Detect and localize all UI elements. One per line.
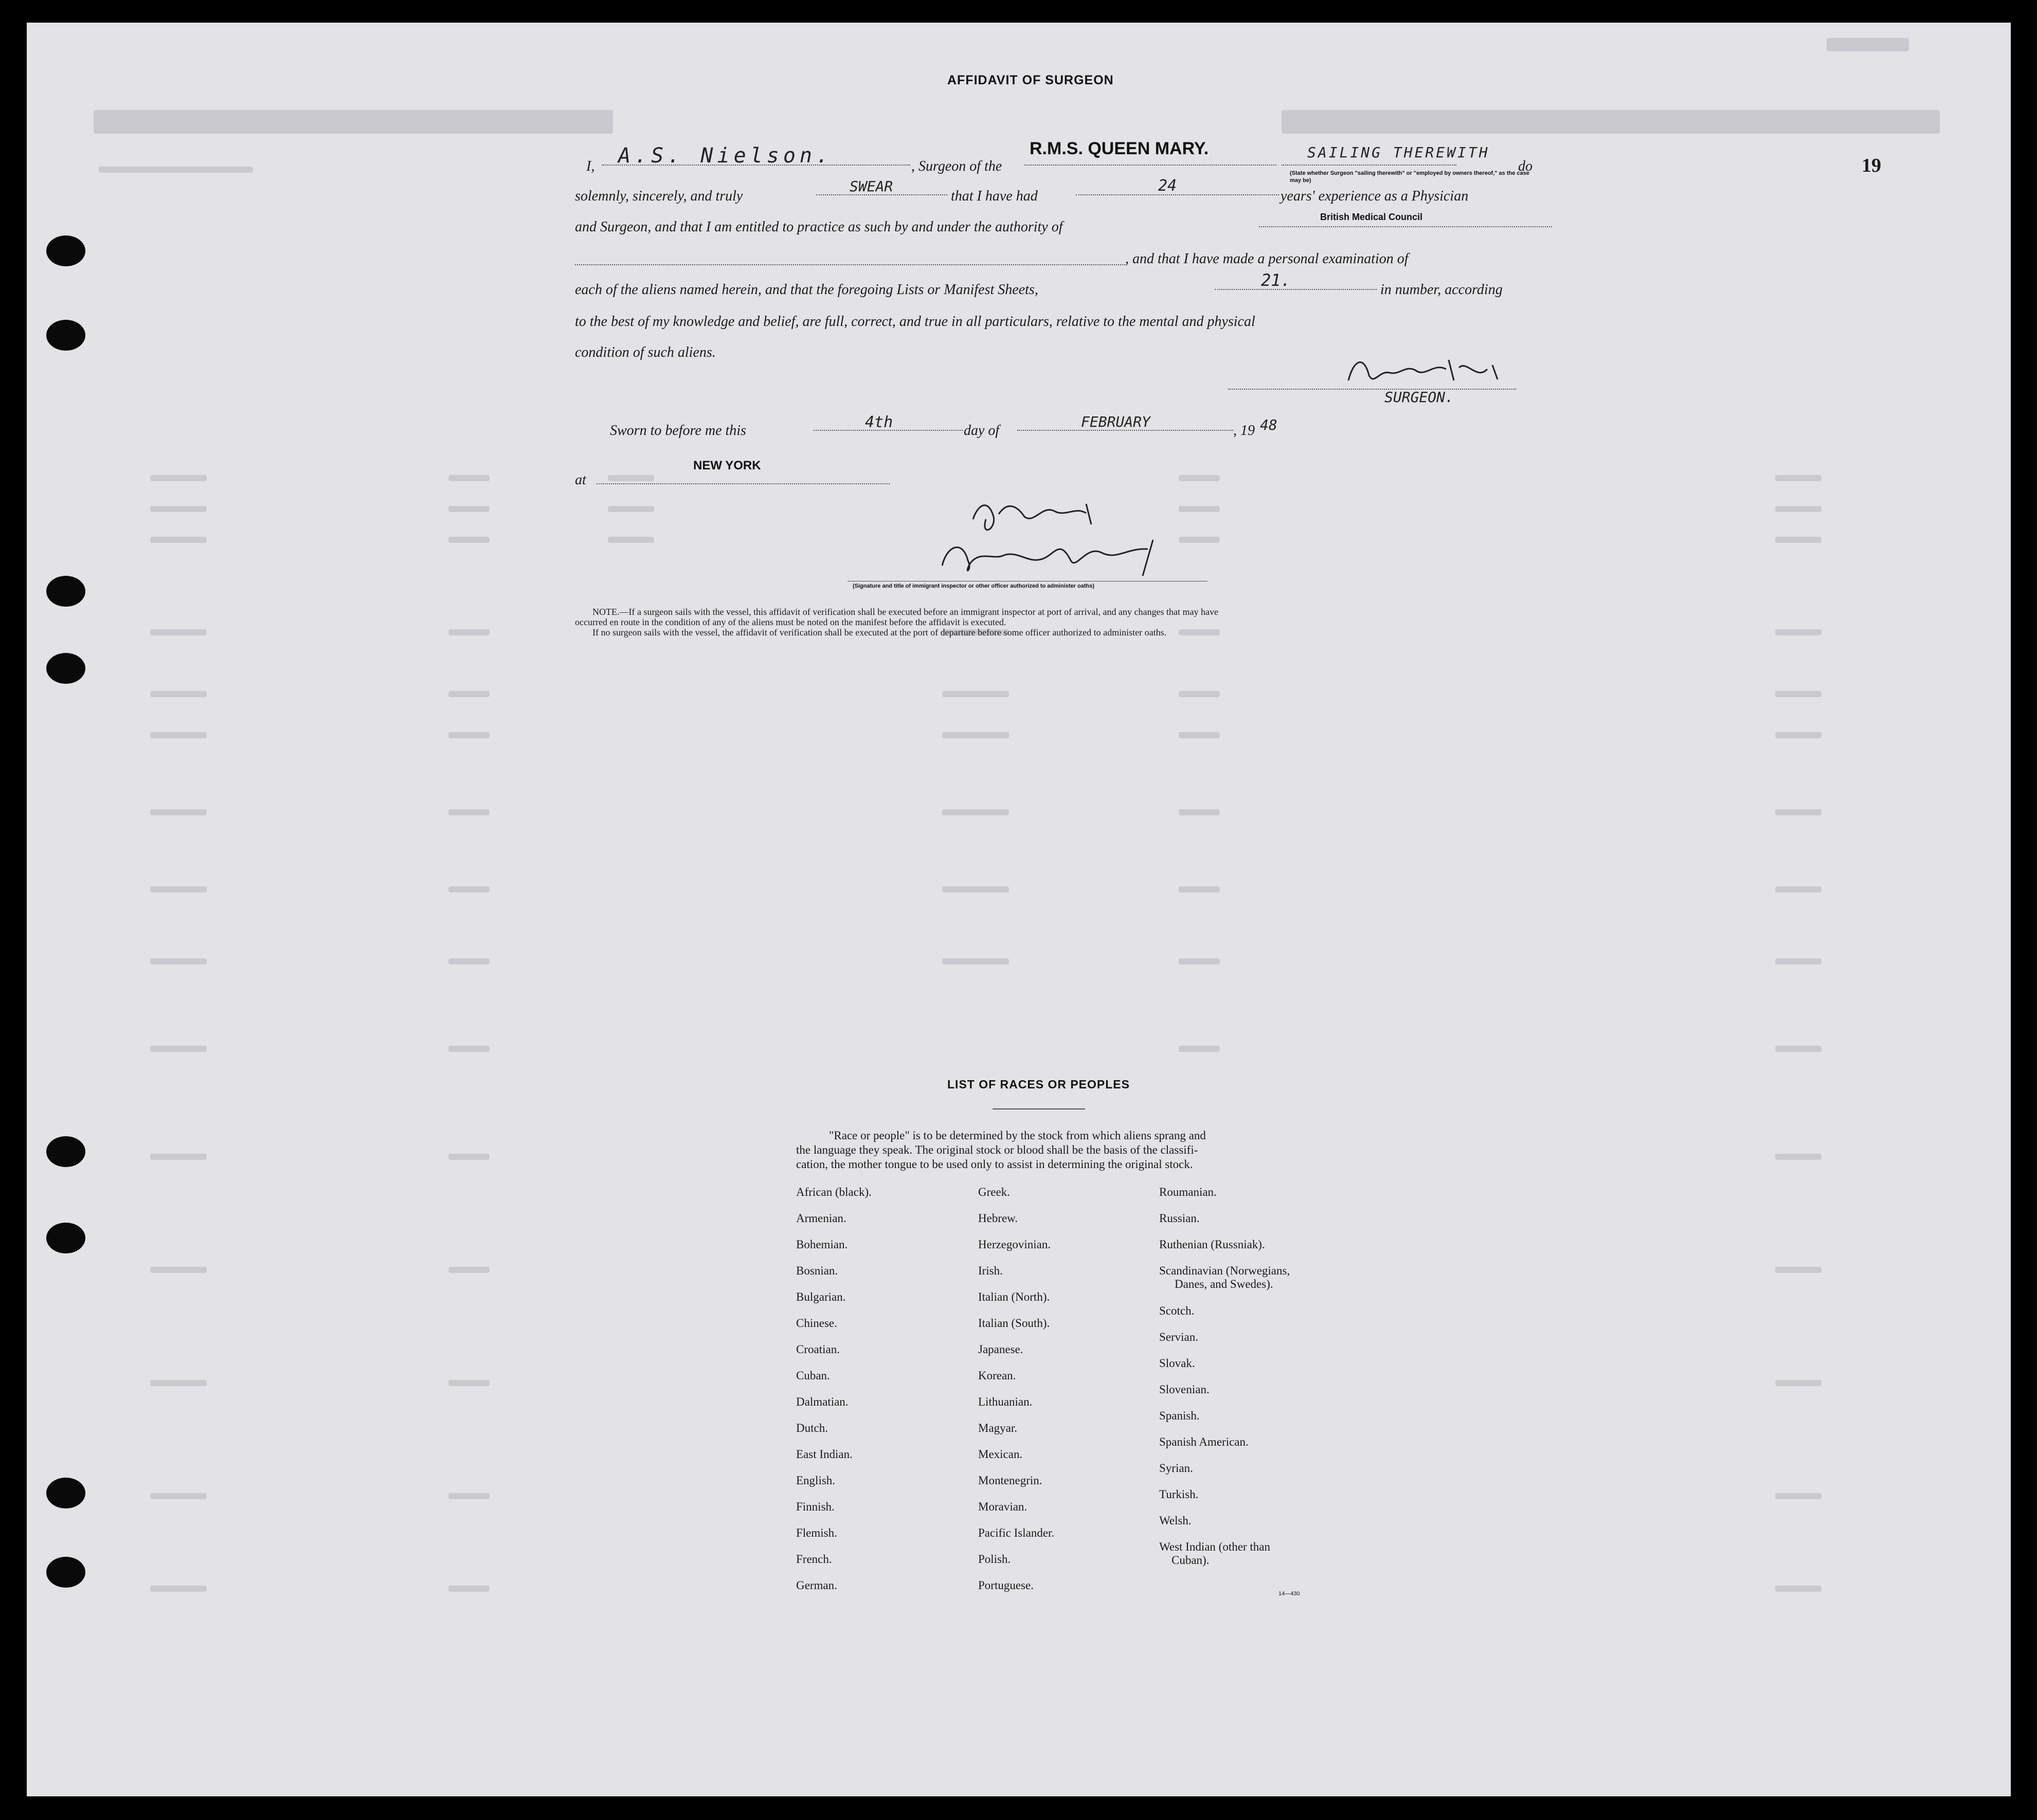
sworn-month-field: FEBRUARY xyxy=(1081,413,1150,430)
text-and-surgeon: and Surgeon, and that I am entitled to practice as such by and under the authority of xyxy=(575,219,1063,235)
text-i: I, xyxy=(586,158,595,174)
text-year-prefix: , 19 xyxy=(1233,423,1255,439)
race-item: French. xyxy=(796,1553,832,1566)
authority-field: British Medical Council xyxy=(1320,212,1423,222)
races-intro-3: cation, the mother tongue to be used only to assist in determining the original stock. xyxy=(796,1158,1193,1171)
race-item: Polish. xyxy=(978,1553,1011,1566)
race-item: Scotch. xyxy=(1159,1304,1195,1317)
sailing-field: SAILING THEREWITH xyxy=(1307,144,1490,161)
race-item: Mexican. xyxy=(978,1448,1023,1461)
races-intro-2: the language they speak. The original stock or blood shall be the basis of the classifi- xyxy=(796,1143,1198,1156)
race-item: Spanish. xyxy=(1159,1409,1200,1422)
race-item: African (black). xyxy=(796,1186,872,1198)
authority-blank xyxy=(1259,226,1552,227)
text-solemnly: solemnly, sincerely, and truly xyxy=(575,188,743,204)
races-intro-1: "Race or people" is to be determined by the stock from which aliens sprang and xyxy=(829,1129,1206,1142)
race-item: East Indian. xyxy=(796,1448,853,1461)
oath-field: SWEAR xyxy=(850,178,893,195)
race-item: Russian. xyxy=(1159,1212,1200,1225)
race-item: Magyar. xyxy=(978,1422,1018,1434)
text-each-of-the-aliens: each of the aliens named herein, and that the foregoing Lists or Manifest Sheets, xyxy=(575,282,1038,298)
form-code: 14—430 xyxy=(1278,1591,1300,1597)
vessel-blank xyxy=(1024,165,1276,166)
race-item: Danes, and Swedes). xyxy=(1175,1278,1273,1290)
note-line-1: NOTE.—If a surgeon sails with the vessel, this affidavit of verification shall be executed before an immigrant inspector at port of arrival, and any changes that may have xyxy=(592,607,1218,617)
race-item: Montenegrin. xyxy=(978,1474,1042,1487)
place-field: NEW YORK xyxy=(693,459,761,472)
race-item: Flemish. xyxy=(796,1526,837,1539)
page-number: 19 xyxy=(1862,155,1881,176)
race-item: Roumanian. xyxy=(1159,1186,1217,1198)
race-item: Pacific Islander. xyxy=(978,1526,1055,1539)
affidavit-title: AFFIDAVIT OF SURGEON xyxy=(947,73,1114,87)
text-surgeon-of: , Surgeon of the xyxy=(911,158,1002,174)
text-at: at xyxy=(575,472,586,488)
sworn-day-field: 4th xyxy=(865,413,893,431)
sheets-blank xyxy=(1215,289,1377,290)
text-condition-of-aliens: condition of such aliens. xyxy=(575,344,716,360)
race-item: Welsh. xyxy=(1159,1514,1192,1527)
surgeon-signature xyxy=(1343,350,1528,391)
text-day-of: day of xyxy=(964,423,1000,439)
note-line-3: If no surgeon sails with the vessel, the affidavit of verification shall be executed at the port of departure before some officer authorized to administer oaths. xyxy=(592,627,1167,638)
race-item: German. xyxy=(796,1579,837,1592)
race-item: Greek. xyxy=(978,1186,1010,1198)
surgeon-title: SURGEON. xyxy=(1384,389,1454,406)
race-item: Hebrew. xyxy=(978,1212,1018,1225)
race-item: Cuban). xyxy=(1171,1554,1210,1567)
text-that-i-have-had: that I have had xyxy=(951,188,1038,204)
races-title: LIST OF RACES OR PEOPLES xyxy=(947,1078,1130,1091)
race-item: Scandinavian (Norwegians, xyxy=(1159,1264,1290,1277)
race-item: Dalmatian. xyxy=(796,1395,849,1408)
race-item: Syrian. xyxy=(1159,1462,1193,1475)
race-item: Bohemian. xyxy=(796,1238,848,1251)
race-item: Servian. xyxy=(1159,1331,1199,1343)
race-item: Finnish. xyxy=(796,1500,835,1513)
race-item: Bosnian. xyxy=(796,1264,838,1277)
text-personal-examination: , and that I have made a personal examination of xyxy=(1125,251,1409,267)
race-item: Chinese. xyxy=(796,1317,837,1330)
text-in-number: in number, according xyxy=(1380,282,1503,298)
surgeon-name-field: A.S. Nielson. xyxy=(618,144,833,168)
document-page xyxy=(27,23,2011,1796)
race-item: Irish. xyxy=(978,1264,1003,1277)
text-do: do xyxy=(1518,158,1533,174)
race-item: Ruthenian (Russniak). xyxy=(1159,1238,1265,1251)
race-item: West Indian (other than xyxy=(1159,1540,1270,1553)
race-item: Italian (South). xyxy=(978,1317,1050,1330)
race-item: Korean. xyxy=(978,1369,1016,1382)
sailing-note: (State whether Surgeon "sailing therewith" or "employed by owners thereof," as the case may be) xyxy=(1290,170,1529,184)
race-item: Slovenian. xyxy=(1159,1383,1210,1396)
race-item: Croatian. xyxy=(796,1343,840,1356)
race-item: Cuban. xyxy=(796,1369,830,1382)
inspector-caption: (Signature and title of immigrant inspector or other officer authorized to administer oaths) xyxy=(853,583,1094,589)
sheets-field: 21. xyxy=(1261,270,1291,290)
race-item: English. xyxy=(796,1474,836,1487)
sworn-year-field: 48 xyxy=(1260,416,1277,433)
race-item: Italian (North). xyxy=(978,1290,1050,1303)
inspector-signature xyxy=(932,488,1210,581)
race-item: Slovak. xyxy=(1159,1357,1195,1370)
race-item: Portuguese. xyxy=(978,1579,1034,1592)
race-item: Bulgarian. xyxy=(796,1290,846,1303)
races-title-rule xyxy=(993,1108,1085,1109)
affidavit-line-1 xyxy=(586,158,594,175)
note-line-2: occurred en route in the condition of any of the aliens must be noted on the manifest before the affidavit is executed. xyxy=(575,617,1006,627)
race-item: Lithuanian. xyxy=(978,1395,1033,1408)
authority-blank-2 xyxy=(575,264,1125,265)
text-sworn-before-me: Sworn to before me this xyxy=(610,423,746,439)
race-item: Dutch. xyxy=(796,1422,828,1434)
race-item: Armenian. xyxy=(796,1212,846,1225)
text-best-of-knowledge: to the best of my knowledge and belief, are full, correct, and true in all particulars, relative to the mental and physical xyxy=(575,314,1255,330)
race-item: Japanese. xyxy=(978,1343,1023,1356)
vessel-field: R.M.S. QUEEN MARY. xyxy=(1030,139,1209,158)
race-item: Herzegovinian. xyxy=(978,1238,1051,1251)
years-field: 24 xyxy=(1158,177,1177,195)
sailing-blank xyxy=(1282,165,1456,166)
race-item: Spanish American. xyxy=(1159,1435,1249,1448)
race-item: Moravian. xyxy=(978,1500,1027,1513)
text-years-experience: years' experience as a Physician xyxy=(1281,188,1469,204)
place-blank xyxy=(597,483,890,484)
race-item: Turkish. xyxy=(1159,1488,1199,1501)
years-blank xyxy=(1076,194,1279,195)
